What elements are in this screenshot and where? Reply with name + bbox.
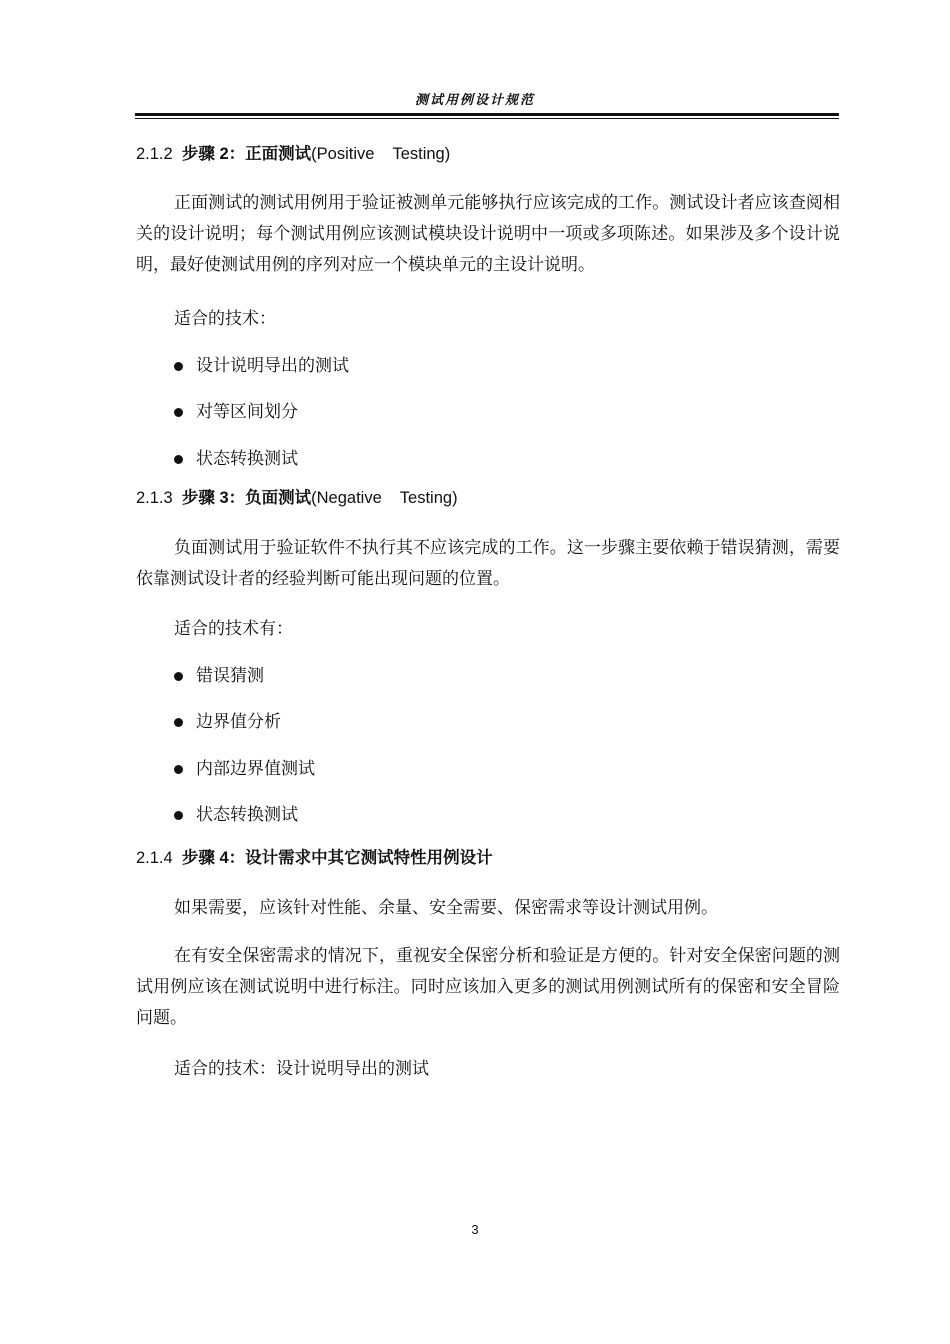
list-item-text: 内部边界值测试 — [196, 759, 315, 779]
list-item — [174, 711, 281, 733]
list-item — [174, 448, 298, 470]
paragraph-negative-testing: 负面测试用于验证软件不执行其不应该完成的工作。这一步骤主要依赖于错误猜测，需要依靠测试设计者的经验判断可能出现问题的位置。 — [136, 538, 840, 589]
section-title: 步骤 4：设计需求中其它测试特性用例设计 — [181, 849, 493, 867]
bullet-icon — [174, 408, 183, 417]
header-rule — [135, 113, 839, 116]
list-item — [174, 758, 315, 780]
section-number: 2.1.3 — [136, 489, 173, 507]
list-item — [174, 804, 298, 826]
list-item-text: 错误猜测 — [196, 666, 264, 686]
section-title: 步骤 3：负面测试 — [181, 489, 312, 507]
techniques-label: 适合的技术有： — [174, 619, 293, 639]
section-title-latin: (Positive Testing) — [311, 145, 451, 163]
bullet-icon — [174, 362, 183, 371]
section-number: 2.1.2 — [136, 145, 173, 163]
bullet-icon — [174, 765, 183, 774]
bullet-icon — [174, 672, 183, 681]
section-heading-2-1-4 — [136, 847, 493, 869]
paragraph-positive-testing: 正面测试的测试用例用于验证被测单元能够执行应该完成的工作。测试设计者应该查阅相关的设计说明；每个测试用例应该测试模块设计说明中一项或多项陈述。如果涉及多个设计说明，最好使测试用例的序列对应一个模块单元的主设计说明。 — [136, 193, 840, 275]
list-item-text: 边界值分析 — [196, 712, 281, 732]
list-item — [174, 355, 349, 377]
section-title: 步骤 2：正面测试 — [181, 145, 312, 163]
page-number: 3 — [471, 1222, 479, 1237]
section-number: 2.1.4 — [136, 849, 173, 867]
bullet-icon — [174, 811, 183, 820]
list-item-text: 状态转换测试 — [196, 805, 298, 825]
paragraph-requirements: 如果需要，应该针对性能、余量、安全需要、保密需求等设计测试用例。 — [174, 898, 718, 918]
techniques-line: 适合的技术：设计说明导出的测试 — [174, 1059, 429, 1079]
section-title-latin: (Negative Testing) — [311, 489, 458, 507]
list-item-text: 对等区间划分 — [196, 402, 298, 422]
list-item-text: 设计说明导出的测试 — [196, 356, 349, 376]
list-item-text: 状态转换测试 — [196, 449, 298, 469]
paragraph-security: 在有安全保密需求的情况下，重视安全保密分析和验证是方便的。针对安全保密问题的测试用例应该在测试说明中进行标注。同时应该加入更多的测试用例测试所有的保密和安全冒险问题。 — [136, 946, 840, 1028]
list-item — [174, 401, 298, 423]
bullet-icon — [174, 718, 183, 727]
techniques-label: 适合的技术： — [174, 309, 276, 329]
section-heading-2-1-3 — [136, 487, 458, 509]
running-header-title: 测试用例设计规范 — [414, 93, 535, 108]
section-heading-2-1-2 — [136, 143, 450, 165]
list-item — [174, 665, 264, 687]
header-rule-thin — [135, 118, 839, 119]
bullet-icon — [174, 455, 183, 464]
